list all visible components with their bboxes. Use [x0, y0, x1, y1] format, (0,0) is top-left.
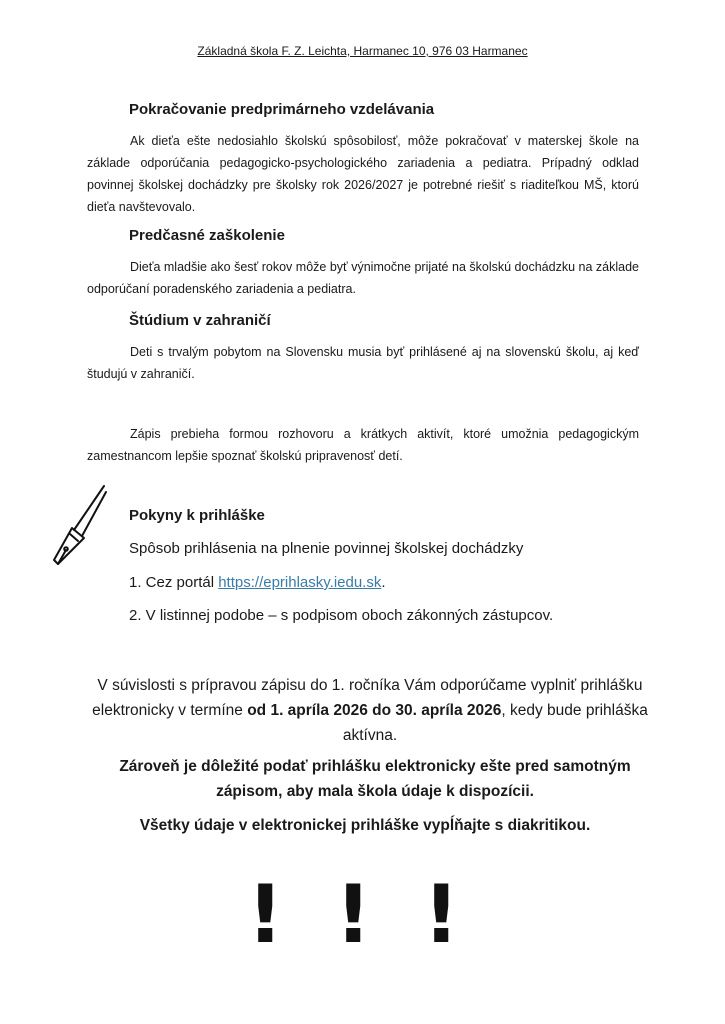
paragraph: Dieťa mladšie ako šesť rokov môže byť výnimočne prijaté na školskú dochádzku na základe odporúčaní poradenského zariadenia a pediatra. — [87, 260, 639, 296]
paragraph: Deti s trvalým pobytom na Slovensku musia byť prihlásené aj na slovenskú školu, aj keď študujú v zahraničí. — [87, 345, 639, 381]
instruction-item-portal — [129, 574, 386, 591]
enrollment-note — [87, 423, 639, 467]
exclamation-mark: ! — [247, 868, 284, 961]
paragraph: Ak dieťa ešte nedosiahlo školskú spôsobilosť, môže pokračovať v materskej škole na základe odporúčania pedagogicko-psychologického zariadenia a pediatra. Prípadný odklad povinnej školskej dochádzky pre školsky rok 2026/2027 je potrebné riešiť s riaditeľkou MŠ, ktorú dieťa navštevovalo. — [87, 134, 639, 214]
exclamation-mark: ! — [335, 868, 372, 961]
important-notice: Zároveň je dôležité podať prihlášku elektronicky ešte pred samotným zápisom, aby mala škola údaje k dispozícii. — [119, 758, 631, 800]
recommendation-part2: , kedy bude prihláška aktívna. — [342, 702, 648, 744]
instruction-item-portal-prefix: 1. Cez portál — [129, 574, 219, 591]
recommendation-text — [90, 673, 650, 748]
instruction-item-paper: 2. V listinnej podobe – s podpisom oboch zákonných zástupcov. — [129, 607, 554, 624]
section-title-abroad: Štúdium v zahraničí — [129, 312, 271, 329]
section-text-preschool — [87, 130, 639, 218]
section-text-abroad — [87, 341, 639, 385]
instructions-title: Pokyny k prihláške — [129, 507, 265, 524]
exclamation-mark: ! — [423, 868, 460, 961]
paragraph: Zápis prebieha formou rozhovoru a krátkych aktivít, ktoré umožnia pedagogickým zamestnancom lepšie spoznať školskú pripravenosť detí. — [87, 427, 639, 463]
eprihlasky-link[interactable]: https://eprihlasky.iedu.sk — [218, 574, 382, 591]
recommendation-dates: od 1. apríla 2026 do 30. apríla 2026 — [247, 702, 502, 719]
instructions-subtitle: Spôsob prihlásenia na plnenie povinnej školskej dochádzky — [129, 540, 524, 557]
school-header: Základná škola F. Z. Leichta, Harmanec 10, 976 03 Harmanec — [197, 44, 528, 58]
instruction-item-portal-suffix: . — [381, 574, 386, 591]
section-title-early-enrollment: Predčasné zaškolenie — [129, 227, 285, 244]
recommendation-part1: V súvislosti s prípravou zápisu do 1. ročníka Vám odporúčame vyplniť prihlášku elektronicky v termíne — [92, 677, 643, 719]
fountain-pen-icon — [44, 484, 110, 570]
diacritics-notice: Všetky údaje v elektronickej prihláške vypĺňajte s diakritikou. — [139, 817, 591, 834]
exclamation-group — [0, 868, 725, 962]
section-text-early-enrollment — [87, 256, 639, 300]
section-title-preschool: Pokračovanie predprimárneho vzdelávania — [129, 101, 435, 118]
